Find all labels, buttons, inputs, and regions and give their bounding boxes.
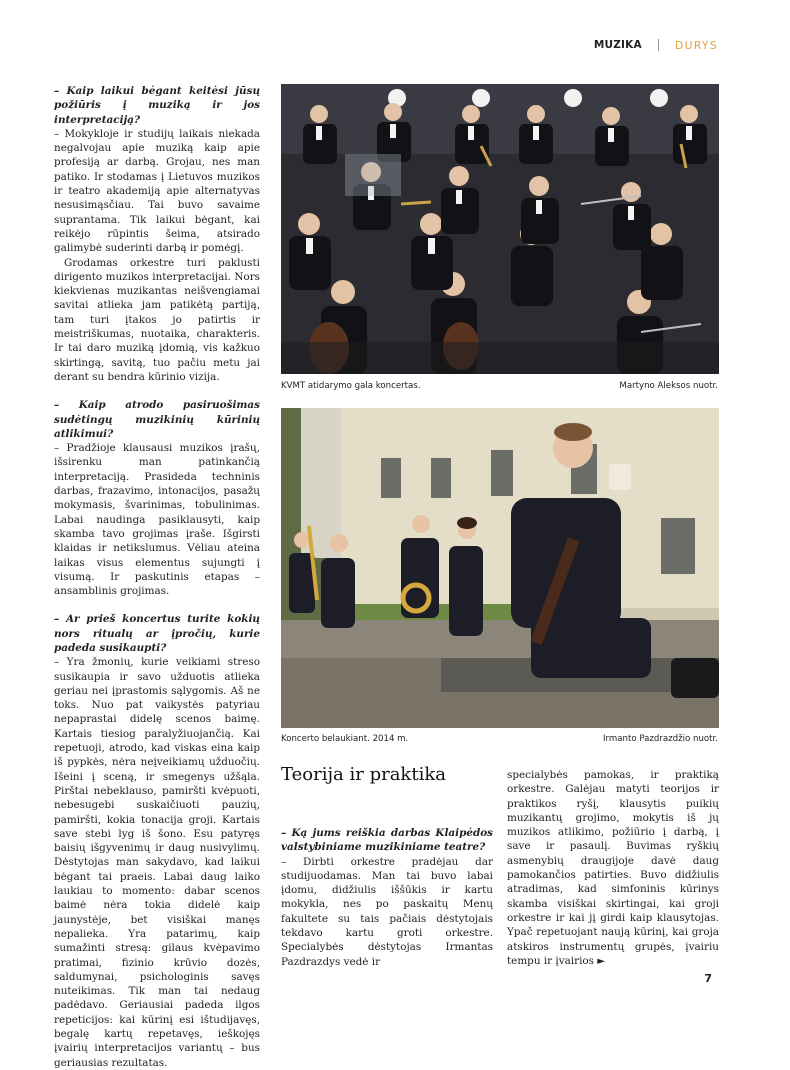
- photo2-credit: Irmanto Pazdrazdžio nuotr.: [602, 734, 718, 744]
- page-number: 7: [704, 972, 712, 985]
- section-heading: Teorija ir praktika: [281, 764, 446, 785]
- interview-answer: Grodamas orkestre turi paklusti dirigento muzikos interpretacijai. Nors kiekvienas muzikantas neišvengiamai savitai atlieka jam patikėtą partiją, tam turi įtakos jo patirtis ir meistriškumas, nuotaika, charakteris. Ir tai daro muziką įdomią, vis kažkuo skirtingą, savitą, tuo pačiu metu jai derant su bendra kūrinio vizija.: [54, 256, 260, 383]
- interview-question: – Ką jums reiškia darbas Klaipėdos valstybiniame muzikiniame teatre?: [281, 827, 493, 854]
- photo2-caption: Koncerto belaukiant. 2014 m.: [281, 734, 409, 744]
- interview-answer: – Dirbti orkestre pradėjau dar studijuodamas. Man tai buvo labai įdomu, didžiulis iššūkis ir kartu mokykla, nes po paskaitų Menų fakultete su tais pačiais dėstytojais tekdavo kartu groti orkestre. Specialybės dėstytojas Irmantas Pazdrazdys vedė ir: [281, 855, 493, 968]
- photo1-caption: KVMT atidarymo gala koncertas.: [281, 381, 421, 391]
- header-divider: [658, 39, 659, 51]
- musicians-illustration: [281, 408, 719, 728]
- interview-answer: – Mokykloje ir studijų laikais niekada negalvojau apie muziką kaip apie profesiją ar darbą. Grojau, nes man patiko. Ir stodamas į Lietuvos muzikos ir teatro akademiją apie alternatyvas nesusimąsčiau. Tai buvo savaime suprantama. Tik laikui bėgant, kai reikėjo rūpintis šeima, atsirado galimybė suderinti darbą ir pomėgį.: [54, 127, 260, 255]
- section-title: MUZIKA: [593, 39, 642, 51]
- article-column-2: [281, 826, 493, 969]
- orchestra-illustration: [281, 84, 719, 374]
- paragraph-gap: [54, 598, 260, 612]
- interview-answer: specialybės pamokas, ir praktiką orkestre. Galėjau matyti teorijos ir praktikos ryšį, klausytis puikių muzikantų grojimo, mokytis iš jų muzikos atlikimo, požiūrio į darbą, į save ir pasaulį. Buvimas ryškių asmenybių draugijoje davė daug pamokančios patirties. Buvo didžiulis atradimas, kad simfoninis kūrinys skamba visiškai skirtingai, kai groji orkestre ir kai jį girdi kaip klausytojas. Ypač repetuojant naują kūrinį, kai groja atskiros instrumentų grupės, įvairiu tempu ir įvairios ►: [507, 769, 719, 967]
- photo1-credit: Martyno Aleksos nuotr.: [619, 381, 718, 391]
- magazine-brand: DURYS: [674, 38, 718, 52]
- orchestra-photo: [281, 84, 719, 374]
- interview-question: – Ar prieš koncertus turite kokių nors ritualų ar įpročių, kurie padeda susikaupti?: [54, 613, 260, 654]
- interview-answer: – Pradžioje klausausi muzikos įrašų, išsirenku man patinkančią interpretaciją. Prasideda techninis darbas, frazavimo, intonacijos, pasažų mokymasis, švarinimas, tobulinimas. Labai naudinga pasiklausyti, kaip skamba tavo grojimas įraše. Išgirsti klaidas ir netikslumus. Vėliau ateina laikas visus elementus sujungti į visumą. Ir paskutinis etapas – ansamblinis grojimas.: [54, 442, 260, 598]
- article-column-3: [507, 768, 719, 968]
- page-header: [594, 38, 718, 52]
- musicians-outdoor-photo: [281, 408, 719, 728]
- interview-question: – Kaip laikui bėgant keitėsi jūsų požiūris į muziką ir jos interpretaciją?: [54, 85, 260, 126]
- interview-answer: – Yra žmonių, kurie veikiami streso susikaupia ir savo užduotis atlieka geriau nei įprastomis sąlygomis. Aš ne toks. Nuo pat vaikystės patyriau nepaprastai didelę scenos baimę. Kartais tiesiog paralyžiuojančią. Kai repetuoji, atrodo, kad viskas eina kaip iš pypkės, nėra neįveikiamų užduočių. Išeini į sceną, ir smegenys užšąla. Pirštai nebeklauso, pamiršti kvėpuoti, nebesugebi suskaičiuoti pauzių, pamiršti, kokia tonacija groji. Kartais save stebi lyg iš šono. Esu patyręs baisių išgyvenimų ir daug nusivylimų. Dėstytojas man sakydavo, kad laikui bėgant tai praeis. Labai daug laiko laukiau to momento: dabar scenos baimė nėra tokia didelė kaip jaunystėje, bet visiškai manęs nepalieka. Yra patarimų, kaip sumažinti stresą: gilaus kvėpavimo pratimai, fizinio krūvio dozės, saldumynai, psichologinis savęs nuteikimas. Tik man tai nedaug padėdavo. Geriausiai padeda ilgos repeticijos: kai kūrinį esi ištudijavęs, begalę kartų repetavęs, ieškojęs įvairių interpretacijos variantų – bus geriausias rezultatas.: [54, 656, 260, 1069]
- interview-question: – Kaip atrodo pasiruošimas sudėtingų muzikinių kūrinių atlikimui?: [54, 399, 260, 440]
- article-column-1: [54, 84, 260, 1070]
- paragraph-gap: [54, 384, 260, 398]
